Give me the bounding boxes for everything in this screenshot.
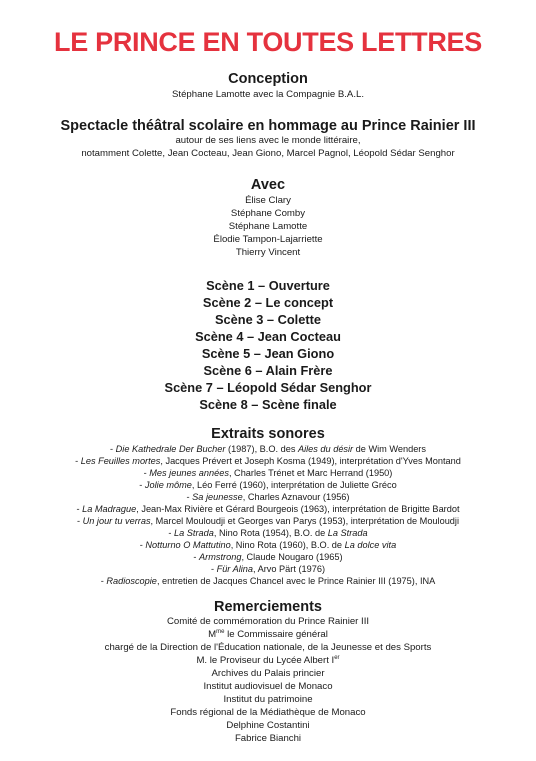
extrait-item: - Radioscopie, entretien de Jacques Chancel avec le Prince Rainier III (1975), INA <box>100 576 436 586</box>
conception-heading: Conception <box>228 71 308 87</box>
extrait-item: - Notturno O Mattutino, Nino Rota (1960), B.O. de La dolce vita <box>139 540 397 550</box>
extrait-item: - Sa jeunesse, Charles Aznavour (1956) <box>186 492 350 502</box>
thanks-line: M. le Proviseur du Lycée Albert Ier <box>196 654 340 666</box>
thanks-line: Institut audiovisuel de Monaco <box>203 681 333 692</box>
thanks-line: Fabrice Bianchi <box>234 733 302 744</box>
scene-item: Scène 2 – Le concept <box>202 295 334 310</box>
cast-member: Élodie Tampon-Lajarriette <box>213 234 323 245</box>
extrait-item: - La Strada, Nino Rota (1954), B.O. de La Strada <box>168 528 368 538</box>
cast-member: Élise Clary <box>245 195 291 206</box>
cast-member: Stéphane Comby <box>230 208 306 219</box>
thanks-line: chargé de la Direction de l'Éducation nationale, de la Jeunesse et des Sports <box>104 642 432 653</box>
scene-item: Scène 7 – Léopold Sédar Senghor <box>164 380 372 395</box>
spectacle-line-2: notamment Colette, Jean Cocteau, Jean Giono, Marcel Pagnol, Léopold Sédar Senghor <box>81 148 455 159</box>
extrait-item: - Mes jeunes années, Charles Trénet et Marc Herrand (1950) <box>143 468 393 478</box>
extraits-heading: Extraits sonores <box>211 426 325 442</box>
conception-text: Stéphane Lamotte avec la Compagnie B.A.L. <box>172 89 364 100</box>
scene-item: Scène 5 – Jean Giono <box>201 346 335 361</box>
scene-item: Scène 4 – Jean Cocteau <box>195 329 341 344</box>
extrait-item: - Jolie môme, Léo Ferré (1960), interprétation de Juliette Gréco <box>139 480 397 490</box>
thanks-line: $M^{me}$ le Commissaire général <box>208 628 328 640</box>
scene-item: Scène 3 – Colette <box>215 312 321 327</box>
scene-item: Scène 1 – Ouverture <box>206 278 330 293</box>
page-title: LE PRINCE EN TOUTES LETTRES <box>54 27 482 57</box>
scene-item: Scène 6 – Alain Frère <box>203 363 333 378</box>
scene-item: Scène 8 – Scène finale <box>199 397 337 412</box>
thanks-line: Institut du patrimoine <box>223 694 313 705</box>
thanks-line: Fonds régional de la Médiathèque de Monaco <box>170 707 366 718</box>
remerciements-heading: Remerciements <box>214 599 322 615</box>
extrait-item: - Armstrong, Claude Nougaro (1965) <box>193 552 343 562</box>
extrait-item: - Die Kathedrale Der Bucher (1987), B.O. des Ailes du désir de Wim Wenders <box>110 444 426 454</box>
extrait-item: - Un jour tu verras, Marcel Mouloudji et Georges van Parys (1953), interprétation de Mouloudji <box>77 516 459 526</box>
extrait-item: - La Madrague, Jean-Max Rivière et Gérard Bourgeois (1963), interprétation de Brigitte Bardot <box>76 504 460 514</box>
thanks-line: Archives du Palais princier <box>211 668 325 679</box>
thanks-line: Comité de commémoration du Prince Rainier III <box>166 616 370 627</box>
cast-member: Stéphane Lamotte <box>228 221 308 232</box>
extrait-item: - Les Feuilles mortes, Jacques Prévert et Joseph Kosma (1949), interprétation d'Yves Montand <box>75 456 461 466</box>
spectacle-heading: Spectacle théâtral scolaire en hommage au Prince Rainier III <box>60 118 476 134</box>
extrait-item: - Für Alina, Arvo Pärt (1976) <box>210 564 326 574</box>
extraits-list <box>0 443 536 587</box>
thanks-line: Delphine Costantini <box>226 720 310 731</box>
spectacle-line-1: autour de ses liens avec le monde littéraire, <box>175 135 361 146</box>
cast-member: Thierry Vincent <box>235 247 301 258</box>
avec-heading: Avec <box>250 177 286 193</box>
